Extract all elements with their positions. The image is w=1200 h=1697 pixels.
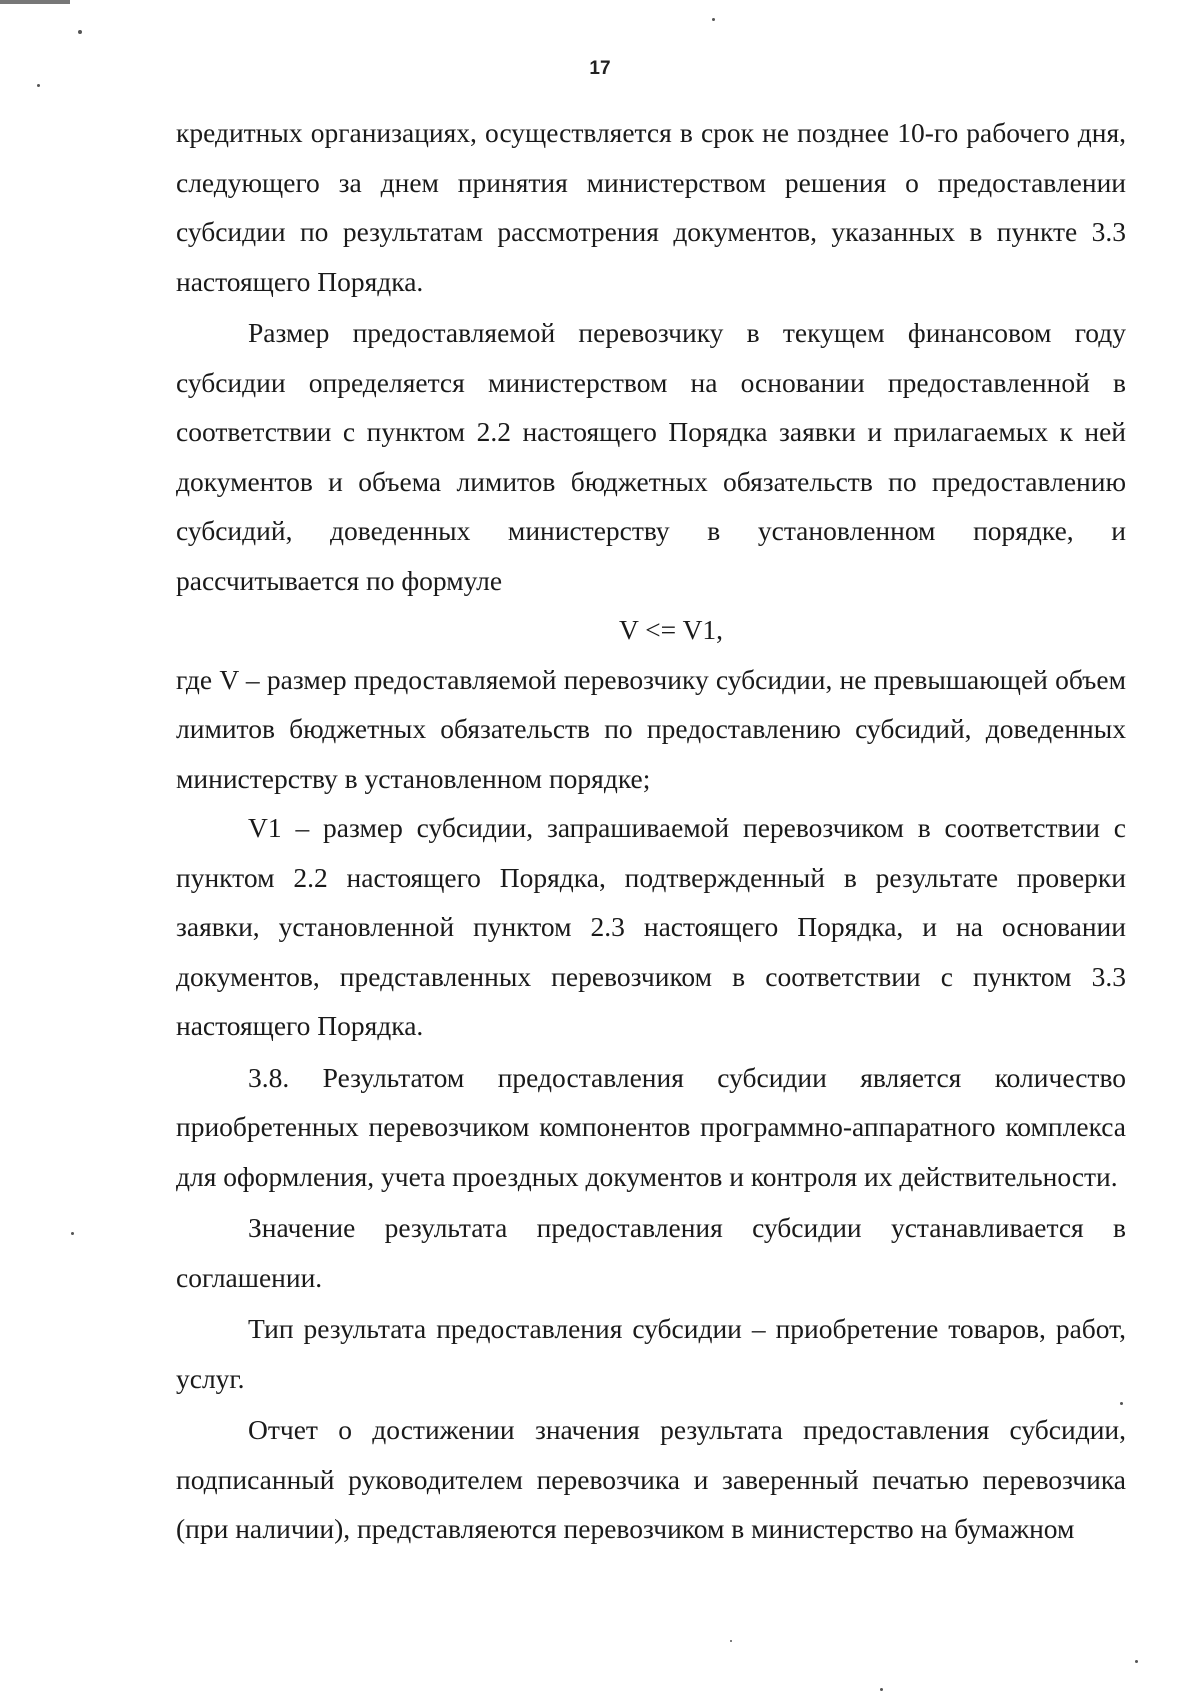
scan-speck: [1135, 1660, 1138, 1663]
paragraph-continuation: кредитных организациях, осуществляется в срок не позднее 10-го рабочего дня, следующего за днем принятия министерством решения о предоставлении субсидии по результатам рассмотрения документов, указанных в пункте 3.3 настоящего Порядка.: [176, 117, 1126, 297]
paragraph-result-3-8: 3.8. Результатом предоставления субсидии является количество приобретенных перевозчиком компонентов программно-аппаратного комплекса для оформления, учета проездных документов и контроля их действительности.: [176, 1061, 1126, 1192]
scan-speck: [1120, 1402, 1123, 1405]
scan-speck: [71, 1232, 74, 1235]
paragraph-report: Отчет о достижении значения результата предоставления субсидии, подписанный руководителем перевозчика и заверенный печатью перевозчика (при наличии), представляеются перевозчиком в министерство на бумажном: [176, 1414, 1126, 1544]
formula: V <= V1,: [618, 614, 724, 645]
paragraph-result-type: Тип результата предоставления субсидии – приобретение товаров, работ, услуг.: [176, 1313, 1126, 1394]
document-body: [176, 108, 1126, 1554]
paragraph-subsidy-size: Размер предоставляемой перевозчику в текущем финансовом году субсидии определяется министерством на основании предоставленной в соответствии с пунктом 2.2 настоящего Порядка заявки и прилагаемых к ней документов и объема лимитов бюджетных обязательств по предоставлению субсидий, доведенных министерству в установленном порядке, и рассчитывается по формуле: [176, 317, 1126, 596]
scan-speck: [730, 1640, 732, 1642]
scan-edge-mark: [0, 0, 70, 4]
paragraph-result-value: Значение результата предоставления субсидии устанавливается в соглашении.: [176, 1212, 1126, 1293]
scan-speck: [880, 1688, 883, 1691]
scan-speck: [78, 30, 82, 34]
paragraph-definition-v1: V1 – размер субсидии, запрашиваемой перевозчиком в соответствии с пунктом 2.2 настоящего Порядка, подтвержденный в результате проверки заявки, установленной пунктом 2.3 настоящего Порядка, и на основании документов, представленных перевозчиком в соответствии с пунктом 3.3 настоящего Порядка.: [176, 812, 1126, 1041]
paragraph-definition-v: где V – размер предоставляемой перевозчику субсидии, не превышающей объем лимитов бюджетных обязательств по предоставлению субсидий, доведенных министерству в установленном порядке;: [176, 663, 1126, 794]
scan-speck: [37, 84, 40, 87]
scan-speck: [712, 18, 715, 21]
page-number: 17: [589, 58, 611, 79]
